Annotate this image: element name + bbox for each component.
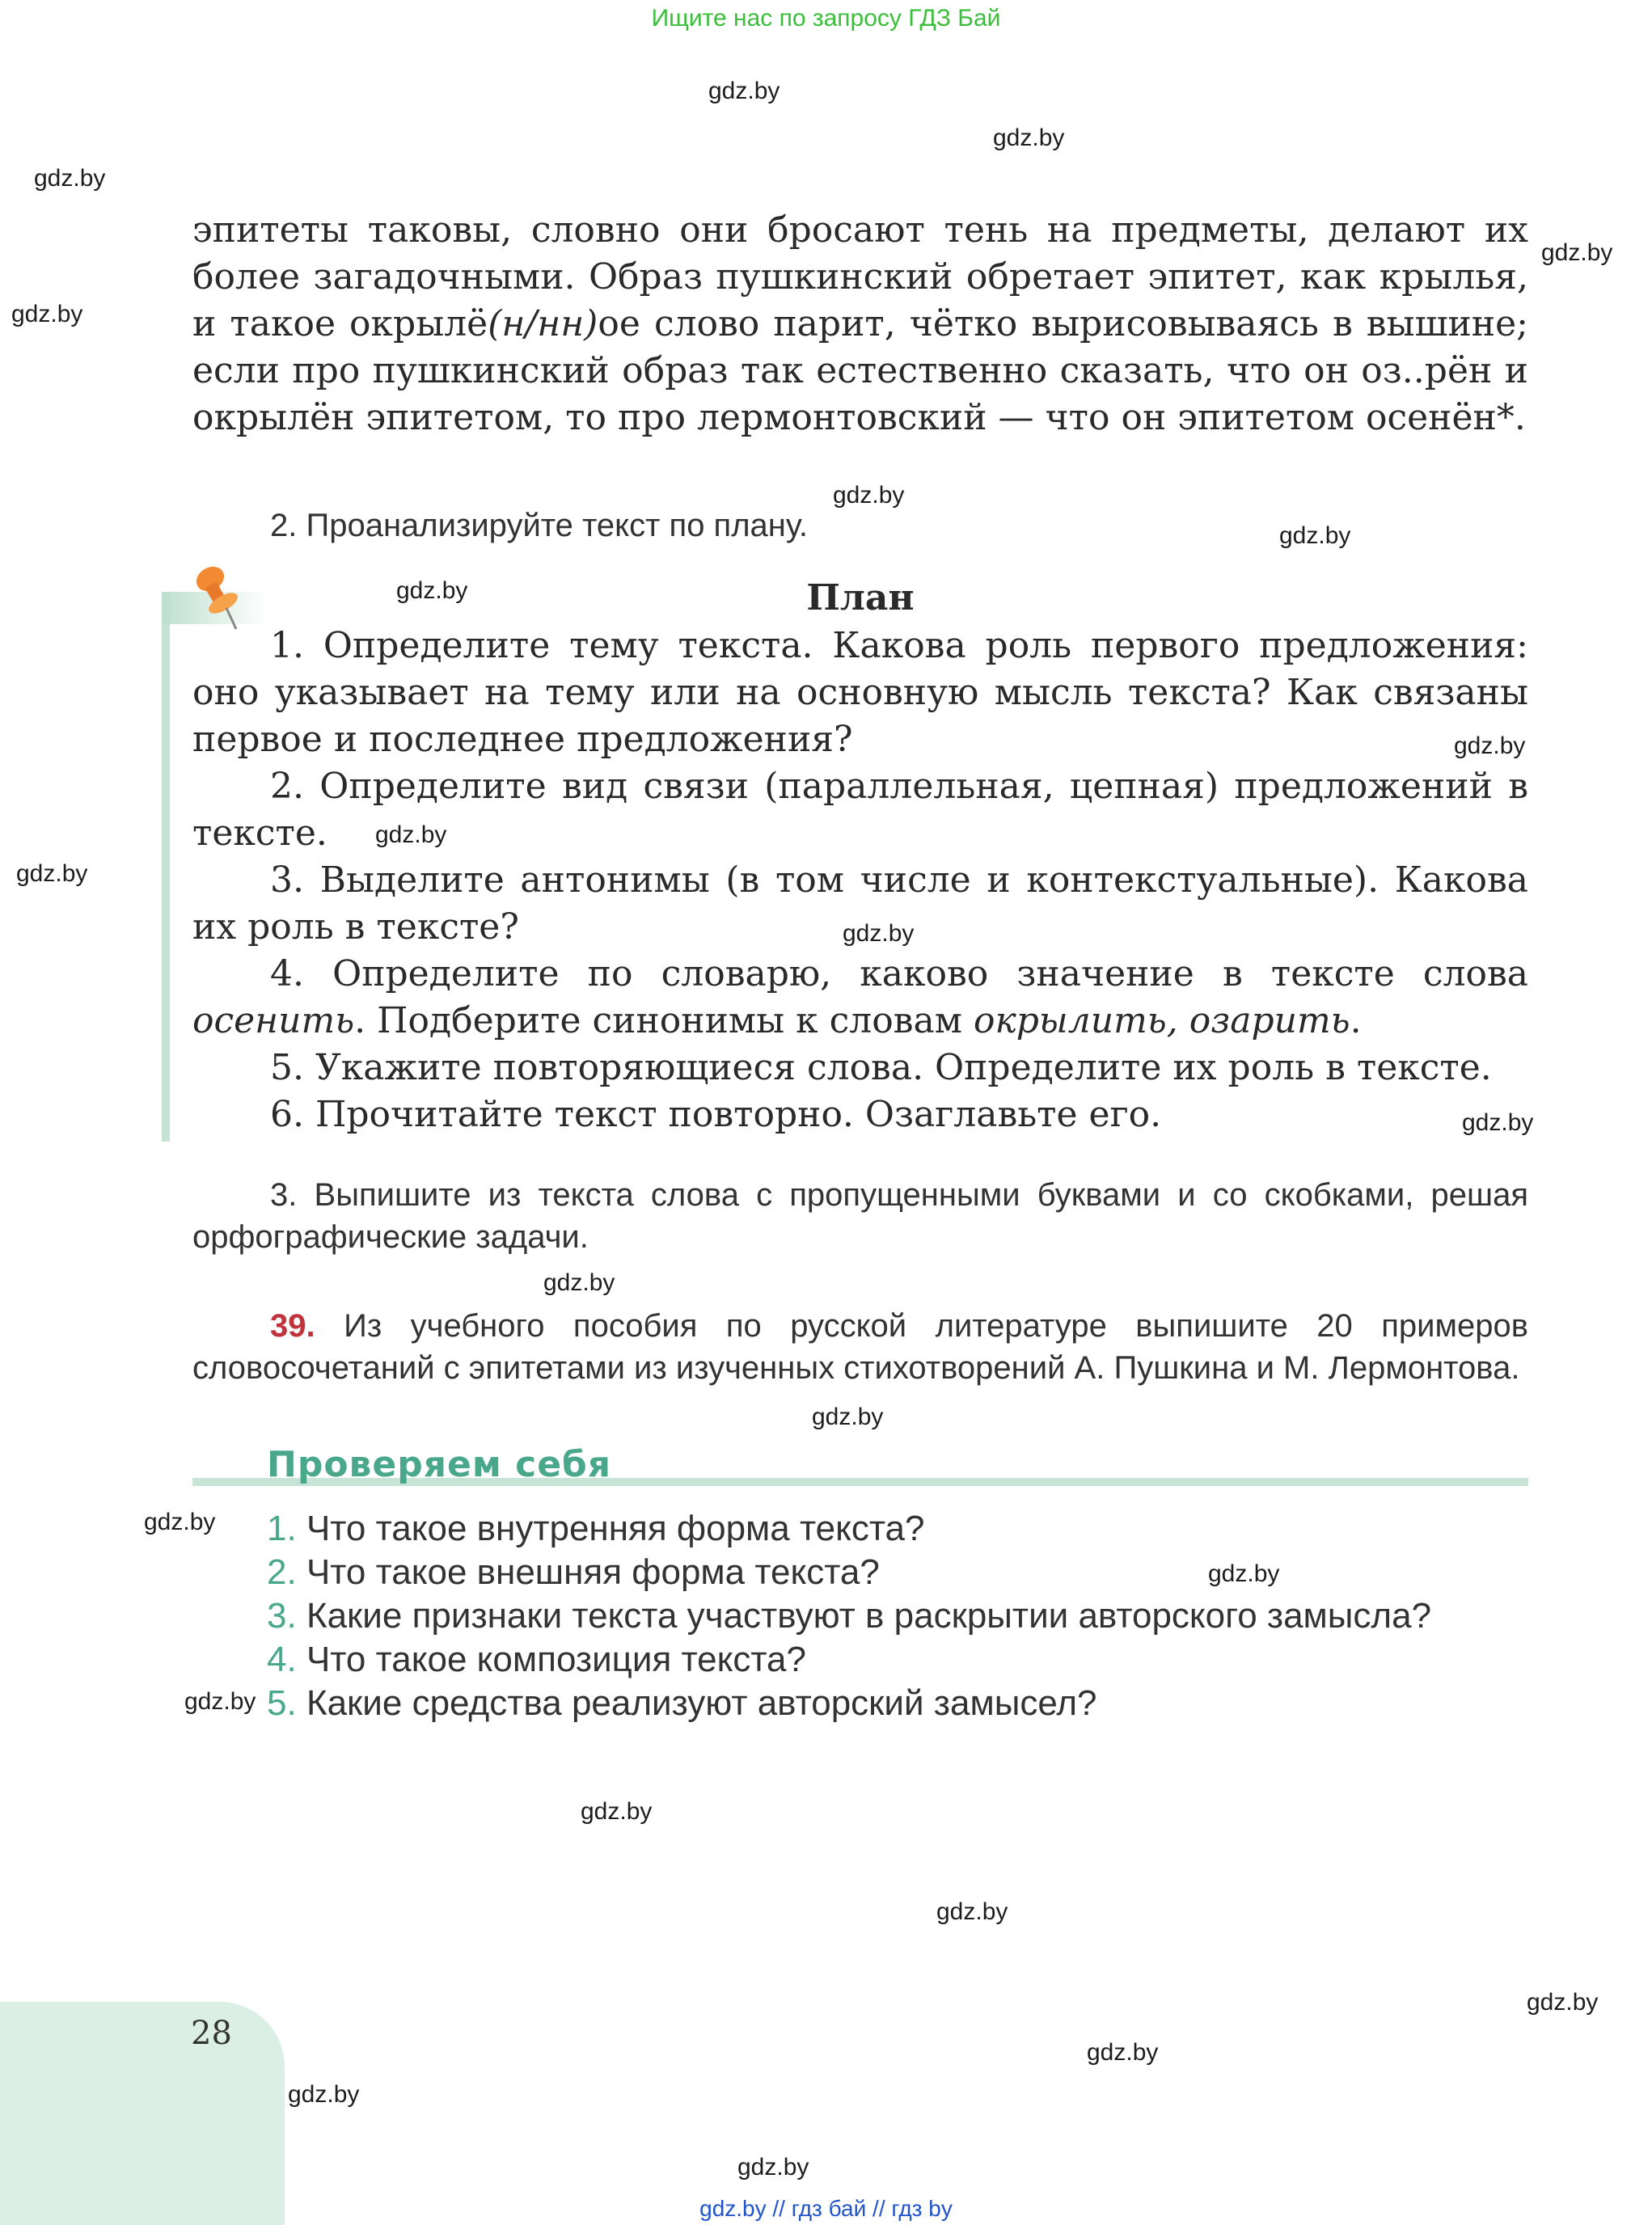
watermark: gdz.by [1087,2039,1159,2066]
question-number: 3. [267,1596,297,1636]
watermark: gdz.by [1454,733,1526,759]
question-item [267,1594,1431,1638]
watermark: gdz.by [375,821,447,848]
task-2: 2. Проанализируйте текст по плану. [270,508,808,543]
plan-item-4-after: . [1350,1000,1362,1041]
questions-list [267,1507,1431,1725]
footer-links[interactable]: gdz.by // гдз бай // гдз by [699,2196,953,2221]
exercise-number: 39. [270,1308,315,1344]
check-yourself-title: Проверяем себя [267,1444,612,1485]
question-number: 5. [267,1683,297,1723]
question-text: Какие средства реализуют авторский замысел? [306,1683,1097,1723]
plan-list [192,623,1528,1138]
plan-item-4-middle: . Подберите синонимы к словам [354,1000,974,1041]
question-text: Что такое композиция текста? [306,1640,806,1679]
watermark: gdz.by [833,482,905,509]
plan-item-4-italic-1: осенить [192,1000,355,1041]
watermark: gdz.by [543,1269,615,1296]
watermark: gdz.by [396,577,468,604]
watermark: gdz.by [144,1509,216,1535]
intro-text-italic: (н/нн) [488,303,598,344]
plan-title: План [806,577,915,619]
plan-item-4-before: 4. Определите по словарю, каково значение в тексте слова [270,953,1528,994]
watermark: gdz.by [11,301,83,327]
plan-side-bar [162,592,170,1142]
exercise-text: Из учебного пособия по русской литературе выпишите 20 примеров словосочетаний с эпитетами из изученных стихотворений А. Пушкина и М. Лермонтова. [192,1308,1528,1386]
page-number-tab [0,2002,285,2225]
question-item [267,1551,1431,1594]
watermark: gdz.by [843,920,915,947]
plan-item: 1. Определите тему текста. Какова роль первого предложения: оно указывает на тему или на основную мысль текста? Как связаны первое и последнее предложения? [192,625,1528,760]
watermark: gdz.by [1541,239,1613,266]
watermark: gdz.by [1208,1560,1280,1587]
watermark: gdz.by [184,1688,256,1715]
task-3: 3. Выпишите из текста слова с пропущенными буквами и со скобками, решая орфографические задачи. [192,1177,1528,1255]
question-item [267,1682,1431,1725]
intro-text-after: ое слово парит, чётко вырисовываясь в вышине; если про пушкинский образ так естественно сказать, что он оз..рён и окрылён эпитетом, то про лермонтовский — что он эпитетом осенён*. [192,303,1528,438]
plan-item: 3. Выделите антонимы (в том числе и контекстуальные). Какова их роль в тексте? [192,859,1528,948]
exercise-39 [192,1305,1528,1389]
watermark: gdz.by [708,78,780,104]
question-text: Какие признаки текста участвуют в раскрытии авторского замысла? [306,1596,1432,1636]
question-item [267,1638,1431,1682]
watermark: gdz.by [936,1898,1008,1925]
watermark: gdz.by [16,860,88,887]
watermark: gdz.by [34,165,106,192]
plan-item: 2. Определите вид связи (параллельная, цепная) предложений в тексте. [192,766,1528,854]
question-number: 4. [267,1640,297,1679]
top-banner: Ищите нас по запросу ГДЗ Бай [651,5,1001,32]
watermark: gdz.by [993,125,1065,151]
page-number: 28 [191,2015,232,2052]
plan-item-4 [192,951,1528,1045]
watermark: gdz.by [581,1798,653,1825]
intro-text-before: эпитеты таковы, словно они бросают тень на предметы, делают их более загадочными. Образ пушкинский обретает эпитет, как крылья, и такое окрылё [192,209,1528,344]
watermark: gdz.by [737,2154,809,2181]
question-text: Что такое внутренняя форма текста? [306,1509,925,1548]
watermark: gdz.by [1527,1989,1599,2016]
question-item [267,1507,1431,1551]
intro-paragraph [192,207,1528,441]
plan-item: 5. Укажите повторяющиеся слова. Определите их роль в тексте. [270,1047,1492,1088]
question-number: 2. [267,1552,297,1592]
watermark: gdz.by [812,1404,884,1430]
plan-item: 6. Прочитайте текст повторно. Озаглавьте его. [270,1094,1162,1135]
plan-item-4-italic-2: окрылить, озарить [973,1000,1350,1041]
watermark: gdz.by [1279,522,1351,549]
watermark: gdz.by [1462,1109,1534,1136]
question-text: Что такое внешняя форма текста? [306,1552,880,1592]
question-number: 1. [267,1509,297,1548]
watermark: gdz.by [288,2081,360,2108]
